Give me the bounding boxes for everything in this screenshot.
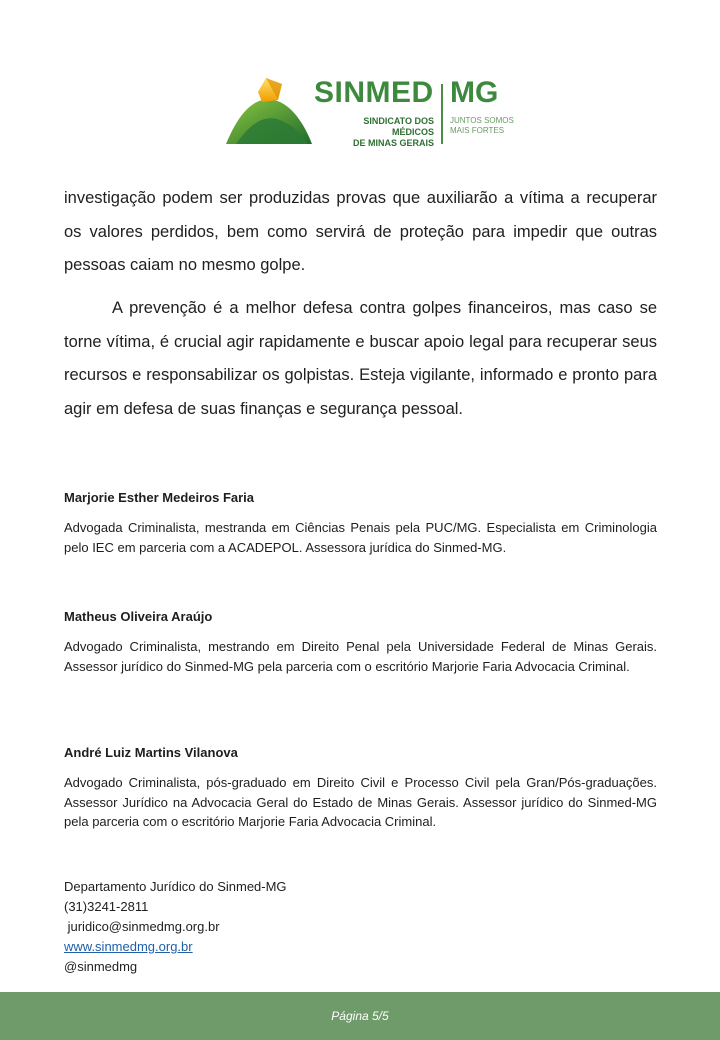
author-bio: Advogado Criminalista, mestrando em Direito Penal pela Universidade Federal de Minas Gerais. Assessor jurídico do Sinmed-MG pela parceria com o escritório Marjorie Faria Advocacia Criminal.	[64, 639, 657, 674]
author-name: André Luiz Martins Vilanova	[64, 745, 238, 760]
brand-separator	[441, 84, 443, 144]
brand-name: SINMED	[314, 76, 434, 109]
page-footer	[0, 992, 720, 1040]
author-bio: Advogada Criminalista, mestranda em Ciências Penais pela PUC/MG. Especialista em Criminologia pelo IEC em parceria com a ACADEPOL. Assessora jurídica do Sinmed-MG.	[64, 520, 657, 555]
email-address: juridico@sinmedmg.org.br	[64, 919, 220, 934]
website-link[interactable]: www.sinmedmg.org.br	[64, 939, 193, 954]
mountain-logo-icon	[222, 70, 318, 150]
department-name: Departamento Jurídico do Sinmed-MG	[64, 879, 287, 894]
author-name: Matheus Oliveira Araújo	[64, 609, 213, 624]
sinmed-logo	[222, 70, 512, 150]
brand-suffix: MG	[450, 76, 499, 109]
body-paragraph-2: A prevenção é a melhor defesa contra golpes financeiros, mas caso se torne vítima, é crucial agir rapidamente e buscar apoio legal para recuperar seus recursos e responsabilizar os golpistas. Esteja vigilante, informado e pronto para agir em defesa de suas finanças e segurança pessoal.	[64, 299, 657, 418]
author-name: Marjorie Esther Medeiros Faria	[64, 490, 255, 505]
author-bio: Advogado Criminalista, pós-graduado em Direito Civil e Processo Civil pela Gran/Pós-graduações. Assessor Jurídico na Advocacia Geral do Estado de Minas Gerais. Assessor jurídico do Sinmed-MG pela parceria com o escritório Marjorie Faria Advocacia Criminal.	[64, 775, 657, 829]
social-handle: @sinmedmg	[64, 959, 138, 974]
page-number: Página 5/5	[331, 1009, 389, 1023]
body-paragraph-1: investigação podem ser produzidas provas que auxiliarão a vítima a recuperar os valores perdidos, bem como servirá de proteção para impedir que outras pessoas caiam no mesmo golpe.	[64, 189, 657, 274]
brand-tagline-left: SINDICATO DOS MÉDICOS DE MINAS GERAIS	[352, 116, 434, 148]
contact-block	[64, 877, 287, 977]
phone-number: (31)3241-2811	[64, 899, 149, 914]
brand-tagline-right: JUNTOS SOMOS MAIS FORTES	[450, 116, 514, 135]
